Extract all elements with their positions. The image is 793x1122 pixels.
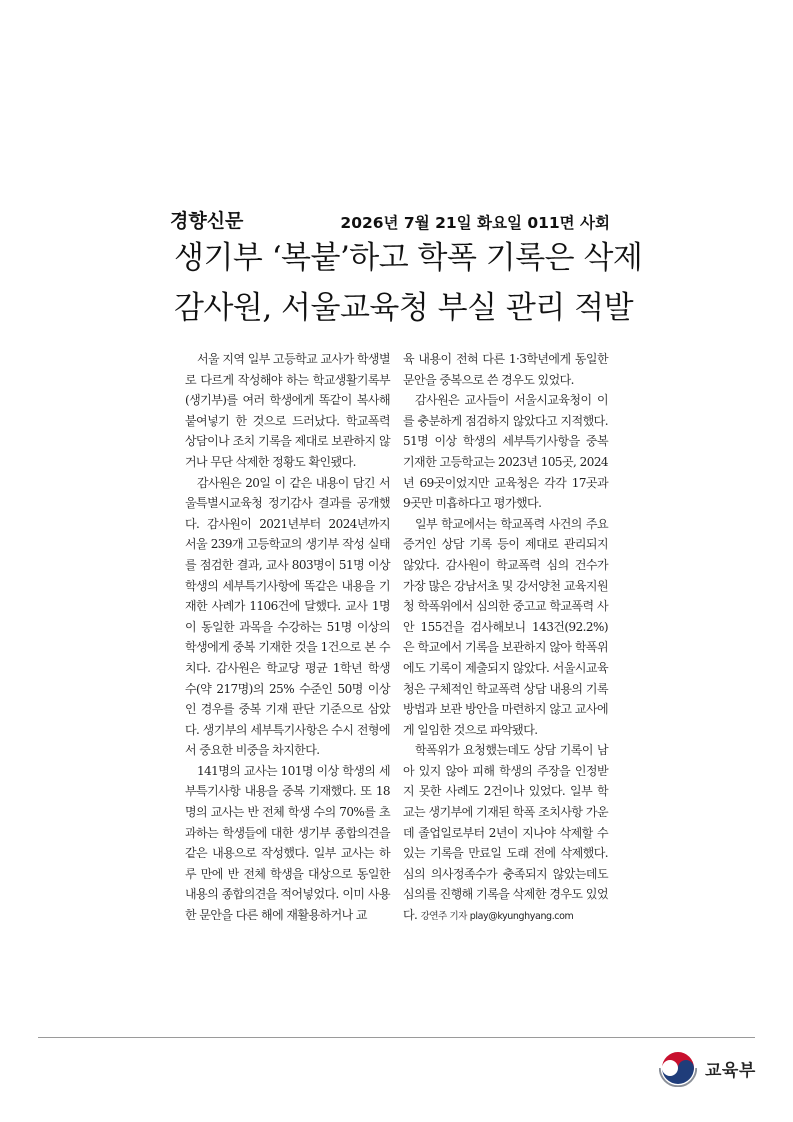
article-paragraph: 141명의 교사는 101명 이상 학생의 세부특기사항 내용을 중복 기재했다. 또 18명의 교사는 반 전체 학생 수의 70%를 초과하는 학생들에 대한 생기부 종합의견을 같은 내용으로 작성했다. 일부 교사는 하루 만에 반 전체 학생을 대상으로 동일한 내용의 종합의견을 적어넣었다. 이미 사용한 문안을 다른 해에 재활용하거나 교 (185, 763, 390, 923)
ministry-logo (659, 1047, 756, 1089)
issue-info: 2026년 7월 21일 화요일 011면 사회 (340, 214, 610, 232)
article-paragraph: 육 내용이 전혀 다른 1·3학년에게 동일한 문안을 중복으로 쓴 경우도 있었다. (403, 352, 608, 387)
newspaper-name: 경향신문 (170, 210, 244, 232)
article-paragraph: 감사원은 교사들이 서울시교육청이 이를 충분하게 점검하지 않았다고 지적했다. 51명 이상 학생의 세부특기사항을 중복 기재한 고등학교는 2023년 105곳, 2024년 69곳이었지만 교육청은 각각 17곳과 9곳만 미흡하다고 평가했다. (403, 393, 608, 511)
article-column-right (403, 349, 608, 928)
footer-divider (38, 1037, 755, 1038)
masthead (170, 207, 610, 233)
article-paragraph: 서울 지역 일부 고등학교 교사가 학생별로 다르게 작성해야 하는 학교생활기록부(생기부)를 여러 학생에게 똑같이 복사해 붙여넣기 한 것으로 드러났다. 학교폭력 상담이나 조치 기록을 제대로 보관하지 않거나 무단 삭제한 정황도 확인됐다. (185, 352, 390, 469)
byline: 강연주 기자 play@kyunghyang.com (420, 911, 574, 923)
article-column-left (185, 349, 390, 926)
headline-line-1: 생기부 ‘복붙’하고 학폭 기록은 삭제 (174, 240, 643, 276)
article-paragraph-text: 학폭위가 요청했는데도 상담 기록이 남아 있지 않아 피해 학생의 주장을 인정받지 못한 사례도 2건이나 있었다. 일부 학교는 생기부에 기재된 학폭 조치사항 가운데 졸업일로부터 2년이 지나야 삭제할 수 있는 기록을 만료일 도래 전에 삭제했다. 심의 의사정족수가 충족되지 않았는데도 심의를 진행해 기록을 삭제한 경우도 있었다. (403, 743, 608, 923)
headline-line-2: 감사원, 서울교육청 부실 관리 적발 (174, 290, 634, 326)
taegeuk-emblem-icon (659, 1049, 697, 1087)
article-paragraph: 감사원은 20일 이 같은 내용이 담긴 서울특별시교육청 정기감사 결과를 공개했다. 감사원이 2021년부터 2024년까지 서울 239개 고등학교의 생기부 작성 실태를 점검한 결과, 교사 803명이 51명 이상 학생의 세부특기사항에 똑같은 내용을 기재한 사례가 1106건에 달했다. 교사 1명이 동일한 과목을 수강하는 51명 이상의 학생에게 중복 기재한 것을 1건으로 본 수치다. 감사원은 학교당 평균 1학년 학생 수(약 217명)의 25% 수준인 50명 이상인 경우를 중복 기재 판단 기준으로 삼았다. 생기부의 세부특기사항은 수시 전형에서 중요한 비중을 차지한다. (185, 475, 390, 758)
ministry-label: 교육부 (705, 1060, 756, 1081)
article-paragraph-last (403, 740, 608, 927)
article-paragraph: 일부 학교에서는 학교폭력 사건의 주요 증거인 상담 기록 등이 제대로 관리되지 않았다. 감사원이 학교폭력 심의 건수가 가장 많은 강남서초 및 강서양천 교육지원청 학폭위에서 심의한 중고교 학교폭력 사안 155건을 검사해보니 143건(92.2%)은 학교에서 기록을 보관하지 않아 학폭위에도 기록이 제출되지 않았다. 서울시교육청은 구체적인 학교폭력 상담 내용의 기록 방법과 보관 방안을 마련하지 않고 교사에게 일임한 것으로 파악됐다. (403, 516, 608, 737)
